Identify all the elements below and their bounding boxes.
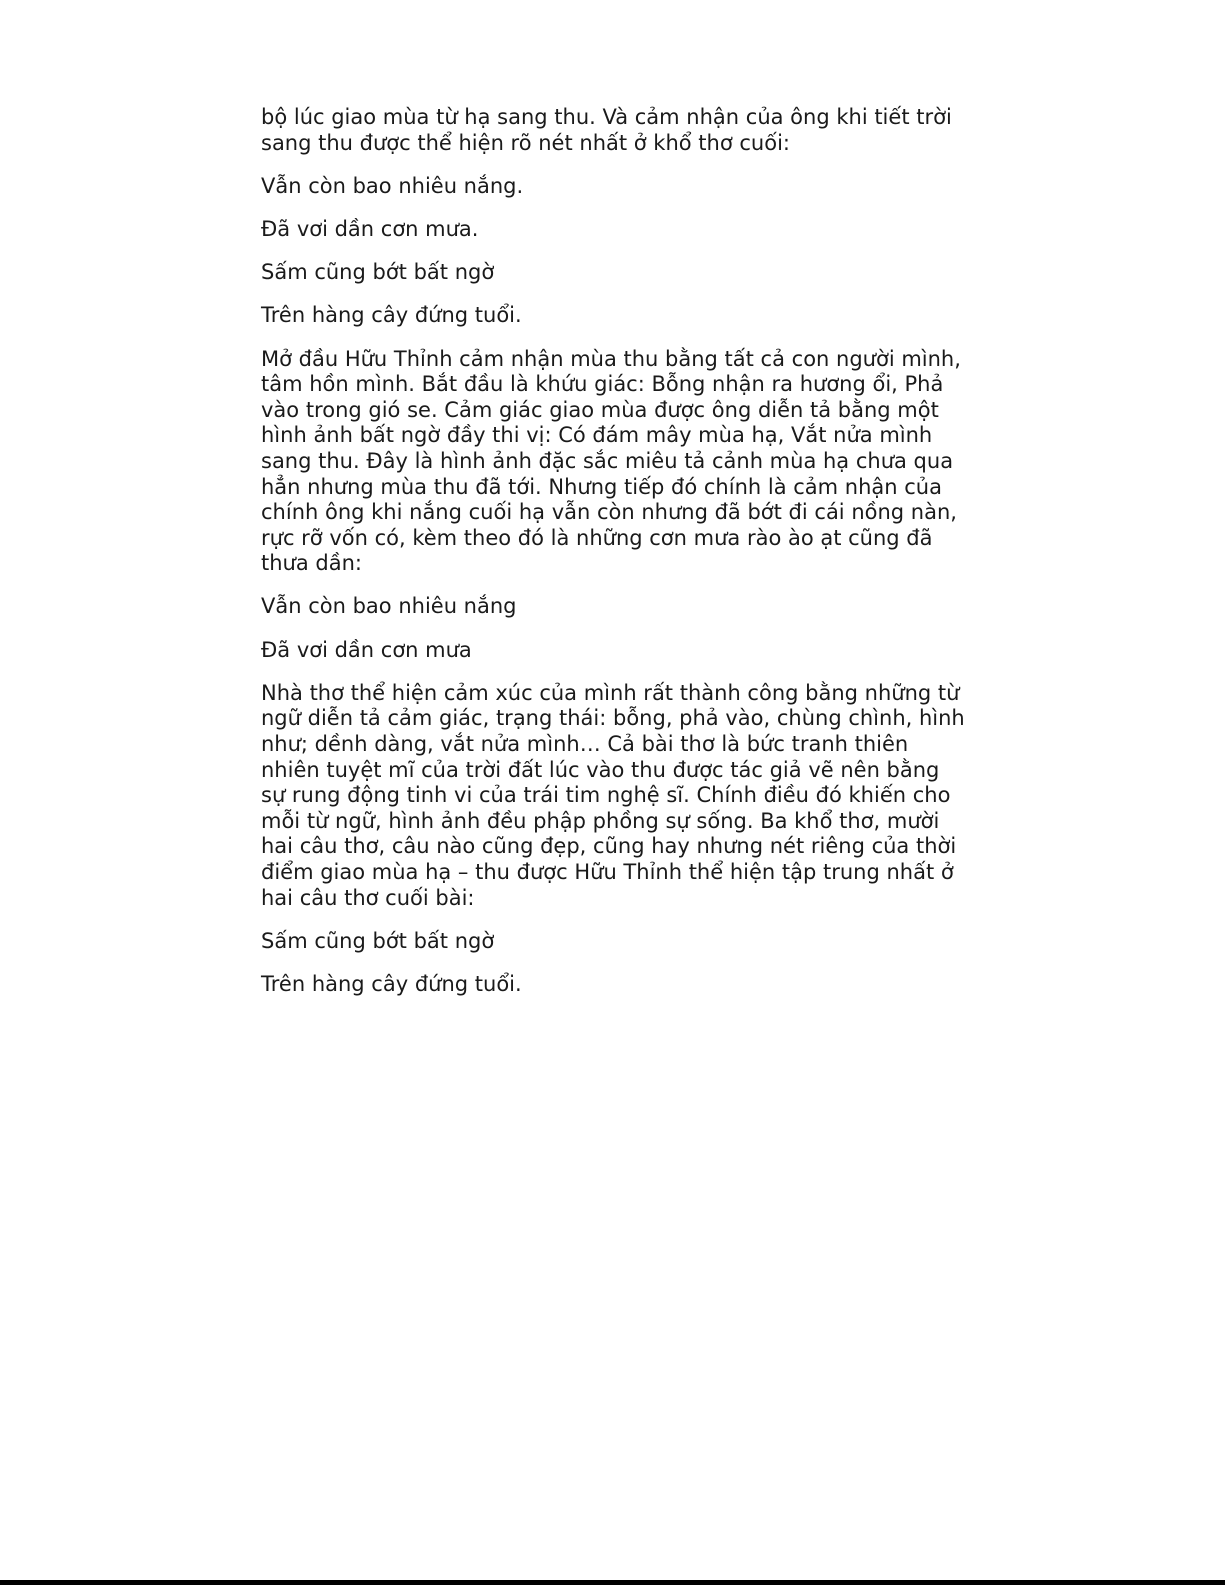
verse-line: Trên hàng cây đứng tuổi. bbox=[261, 303, 522, 328]
paragraph-conclusion: Nhà thơ thể hiện cảm xúc của mình rất thành công bằng những từ ngữ diễn tả cảm giác, trạng thái: bỗng, phả vào, chùng chình, hình như; dềnh dàng, vắt nửa mình… Cả bài thơ là bức tranh thiên nhiên tuyệt mĩ của trời đất lúc vào thu được tác giả vẽ nên bằng sự rung động tinh vi của trái tim nghệ sĩ. Chính điều đó khiến cho mỗi từ ngữ, hình ảnh đều phập phồng sự sống. Ba khổ thơ, mười hai câu thơ, câu nào cũng đẹp, cũng hay nhưng nét riêng của thời điểm giao mùa hạ – thu được Hữu Thỉnh thể hiện tập trung nhất ở hai câu thơ cuối bài: bbox=[261, 680, 965, 910]
verse-line: Đã vơi dần cơn mưa. bbox=[261, 216, 479, 241]
paragraph-intro: bộ lúc giao mùa từ hạ sang thu. Và cảm nhận của ông khi tiết trời sang thu được thể hiện rõ nét nhất ở khổ thơ cuối: bbox=[261, 105, 952, 155]
verse-line: Vẫn còn bao nhiêu nắng bbox=[261, 594, 517, 619]
verse-line: Sấm cũng bớt bất ngờ bbox=[261, 928, 495, 953]
verse-line: Sấm cũng bớt bất ngờ bbox=[261, 260, 495, 285]
document-body bbox=[261, 105, 966, 1015]
page-bottom-border bbox=[0, 1580, 1225, 1585]
verse-line: Vẫn còn bao nhiêu nắng. bbox=[261, 173, 524, 198]
paragraph-analysis: Mở đầu Hữu Thỉnh cảm nhận mùa thu bằng tất cả con người mình, tâm hồn mình. Bắt đầu là khứu giác: Bỗng nhận ra hương ổi, Phả vào trong gió se. Cảm giác giao mùa được ông diễn tả bằng một hình ảnh bất ngờ đầy thi vị: Có đám mây mùa hạ, Vắt nửa mình sang thu. Đây là hình ảnh đặc sắc miêu tả cảnh mùa hạ chưa qua hẳn nhưng mùa thu đã tới. Nhưng tiếp đó chính là cảm nhận của chính ông khi nắng cuối hạ vẫn còn nhưng đã bớt đi cái nồng nàn, rực rỡ vốn có, kèm theo đó là những cơn mưa rào ào ạt cũng đã thưa dần: bbox=[261, 346, 961, 576]
verse-line: Đã vơi dần cơn mưa bbox=[261, 637, 472, 662]
verse-line: Trên hàng cây đứng tuổi. bbox=[261, 971, 522, 996]
